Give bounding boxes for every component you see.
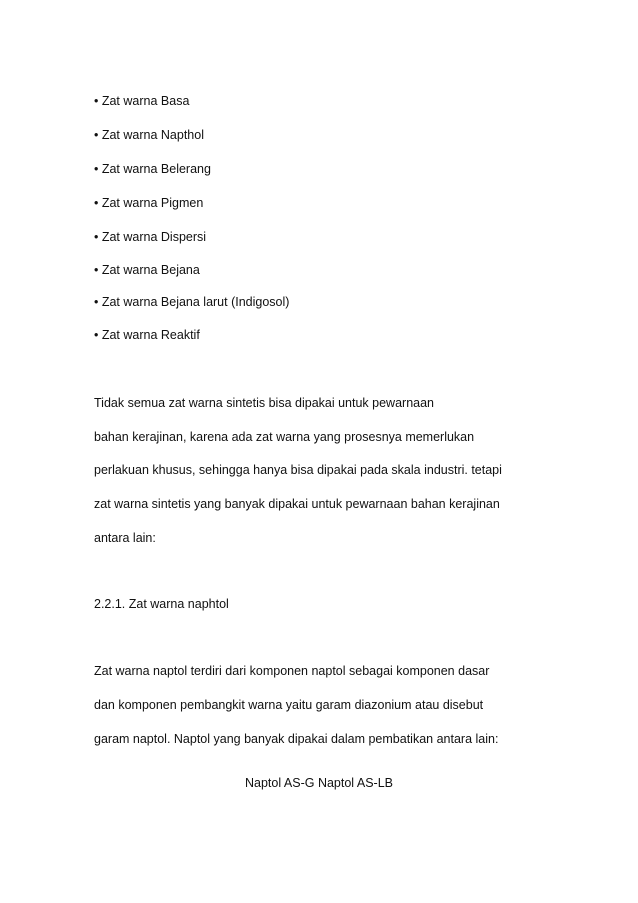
bullet-item: • Zat warna Reaktif	[94, 328, 200, 342]
bullet-item: • Zat warna Napthol	[94, 128, 204, 142]
paragraph-line: garam naptol. Naptol yang banyak dipakai dalam pembatikan antara lain:	[94, 732, 499, 746]
bullet-item: • Zat warna Bejana larut (Indigosol)	[94, 295, 290, 309]
bullet-item: • Zat warna Belerang	[94, 162, 211, 176]
bullet-item: • Zat warna Dispersi	[94, 230, 207, 244]
paragraph-line: dan komponen pembangkit warna yaitu garam diazonium atau disebut	[94, 698, 484, 712]
paragraph-line: bahan kerajinan, karena ada zat warna yang prosesnya memerlukan	[94, 430, 475, 444]
paragraph-line: zat warna sintetis yang banyak dipakai untuk pewarnaan bahan kerajinan	[94, 497, 500, 511]
centered-line: Naptol AS-G Naptol AS-LB	[245, 776, 393, 790]
paragraph-line: perlakuan khusus, sehingga hanya bisa dipakai pada skala industri. tetapi	[94, 463, 502, 477]
paragraph-line: Zat warna naptol terdiri dari komponen naptol sebagai komponen dasar	[94, 664, 490, 678]
bullet-item: • Zat warna Pigmen	[94, 196, 204, 210]
section-heading: 2.2.1. Zat warna naphtol	[94, 597, 229, 611]
bullet-item: • Zat warna Bejana	[94, 263, 200, 277]
paragraph-line: antara lain:	[94, 531, 156, 545]
paragraph-line: Tidak semua zat warna sintetis bisa dipakai untuk pewarnaan	[94, 396, 435, 410]
bullet-item: • Zat warna Basa	[94, 94, 190, 108]
